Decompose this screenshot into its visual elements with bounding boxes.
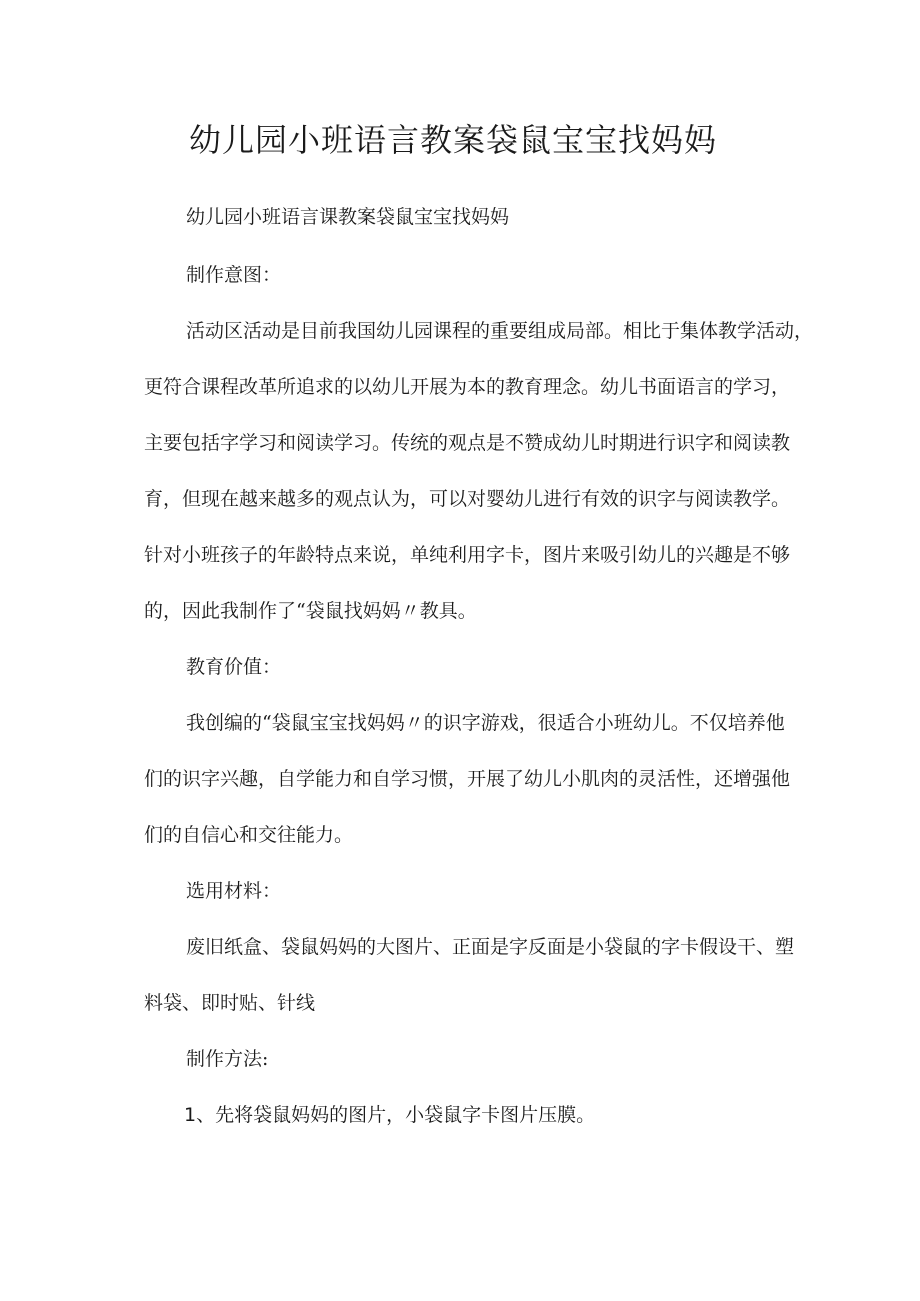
- paragraph-line: 们的自信心和交往能力。: [144, 824, 354, 846]
- paragraph-line: 我创编的“袋鼠宝宝找妈妈〃的识字游戏，很适合小班幼儿。不仅培养他: [186, 712, 785, 734]
- document-subtitle: 幼儿园小班语言课教案袋鼠宝宝找妈妈: [186, 206, 510, 228]
- method-step-1: 1、先将袋鼠妈妈的图片，小袋鼠字卡图片压膜。: [184, 1104, 596, 1126]
- section-heading-value: 教育价值：: [186, 656, 282, 678]
- section-heading-method: 制作方法:: [186, 1048, 269, 1070]
- paragraph-line: 针对小班孩子的年龄特点来说，单纯利用字卡，图片来吸引幼儿的兴趣是不够: [144, 544, 791, 566]
- paragraph-line: 育，但现在越来越多的观点认为，可以对婴幼儿进行有效的识字与阅读教学。: [144, 488, 791, 510]
- paragraph-line: 们的识字兴趣，自学能力和自学习惯，开展了幼儿小肌肉的灵活性，还增强他: [144, 768, 791, 790]
- document-title: 幼儿园小班语言教案袋鼠宝宝找妈妈: [188, 121, 717, 159]
- paragraph-line: 主要包括字学习和阅读学习。传统的观点是不赞成幼儿时期进行识字和阅读教: [144, 432, 791, 454]
- paragraph-line: 的，因此我制作了“袋鼠找妈妈〃教具。: [144, 600, 477, 622]
- paragraph-line: 活动区活动是目前我国幼儿园课程的重要组成局部。相比于集体教学活动，: [186, 320, 814, 342]
- section-heading-materials: 选用材料：: [186, 880, 282, 902]
- paragraph-line: 更符合课程改革所追求的以幼儿开展为本的教育理念。幼儿书面语言的学习，: [144, 376, 791, 398]
- paragraph-line: 料袋、即时贴、针线: [144, 992, 316, 1014]
- section-heading-intent: 制作意图：: [186, 264, 282, 286]
- paragraph-line: 废旧纸盒、袋鼠妈妈的大图片、正面是字反面是小袋鼠的字卡假设干、塑: [186, 936, 795, 958]
